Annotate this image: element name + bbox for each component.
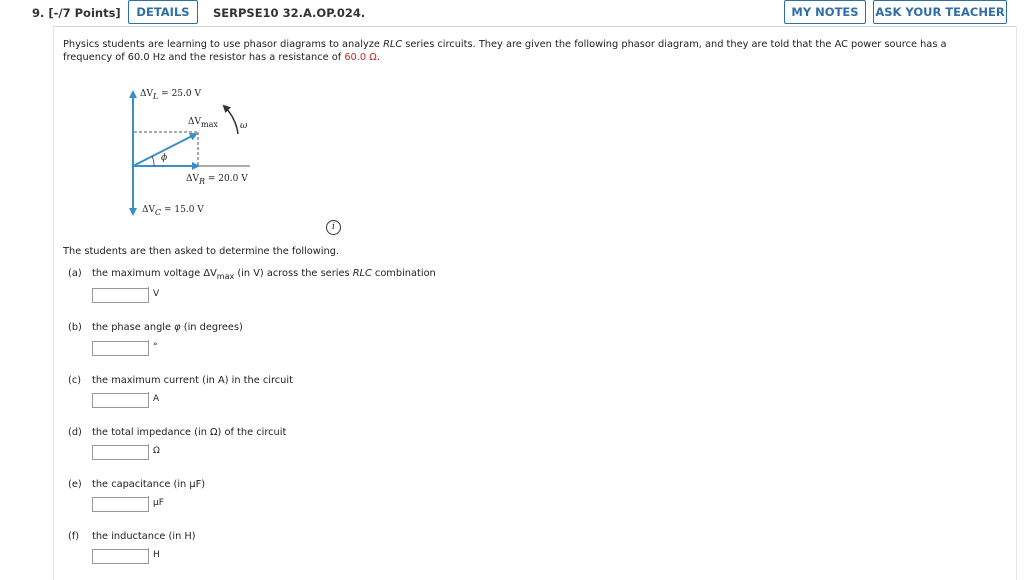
part-d-label: (d): [68, 427, 82, 438]
unit-b: °: [148, 340, 158, 355]
resistance-value: 60.0 Ω: [344, 52, 377, 63]
part-d-text: the total impedance (in Ω) of the circuit: [92, 427, 287, 438]
rotation-arrow: [224, 106, 238, 134]
answer-f-input[interactable]: [92, 549, 149, 564]
answer-e-input[interactable]: [92, 497, 149, 512]
info-icon[interactable]: i: [326, 220, 341, 235]
part-c-label: (c): [68, 375, 82, 386]
phasor-svg: [118, 82, 278, 224]
phi-arc: [152, 156, 154, 166]
omega-label: ω: [240, 121, 248, 131]
intro-rlc: RLC: [383, 39, 403, 50]
vmax-label: $\Delta V_{max}$: [188, 117, 218, 129]
my-notes-button[interactable]: MY NOTES: [784, 0, 866, 24]
answer-a-input[interactable]: [92, 288, 149, 303]
answer-c-input[interactable]: [92, 393, 149, 408]
unit-e: µF: [148, 496, 164, 511]
details-button[interactable]: DETAILS: [128, 0, 198, 24]
part-b-text: the phase angle φ (in degrees): [92, 322, 243, 333]
unit-a: V: [148, 287, 159, 302]
intro-text: Physics students are learning to use phasor diagrams to analyze: [63, 39, 384, 50]
question-header: [0, 0, 1024, 26]
answer-d-input[interactable]: [92, 445, 149, 460]
unit-f: H: [148, 548, 160, 563]
part-c-text: the maximum current (in A) in the circuit: [92, 375, 293, 386]
answer-b-input[interactable]: [92, 341, 149, 356]
vr-label: $\Delta V_R = 20.0$ V: [186, 174, 248, 186]
intro-end: .: [376, 52, 380, 63]
part-a-text: the maximum voltage $\Delta V_{max}$ (in V) across the series RLC combination: [92, 268, 436, 281]
part-b-label: (b): [68, 322, 82, 333]
unit-d: Ω: [148, 444, 160, 459]
question-id: SERPSE10 32.A.OP.024.: [213, 6, 366, 20]
problem-statement: [63, 38, 993, 64]
phi-label: ϕ: [161, 153, 168, 163]
part-a-label: (a): [68, 268, 82, 279]
part-f-text: the inductance (in H): [92, 531, 196, 542]
unit-c: A: [148, 392, 159, 407]
phasor-diagram: [118, 82, 278, 224]
part-e-label: (e): [68, 479, 82, 490]
ask-your-teacher-button[interactable]: ASK YOUR TEACHER: [873, 0, 1007, 24]
followup-text: The students are then asked to determine the following.: [63, 246, 340, 257]
question-number: 9. [-/7 Points]: [32, 6, 121, 20]
vl-label: $\Delta V_L = 25.0$ V: [140, 89, 201, 101]
part-e-text: the capacitance (in µF): [92, 479, 206, 490]
part-f-label: (f): [68, 531, 80, 542]
intro-text-2: series circuits. They are given the following phasor diagram, and they are told that the AC power source has a frequency of 60.0 Hz and the resistor has a resistance of: [63, 39, 947, 63]
vc-label: $\Delta V_C = 15.0$ V: [142, 205, 204, 217]
